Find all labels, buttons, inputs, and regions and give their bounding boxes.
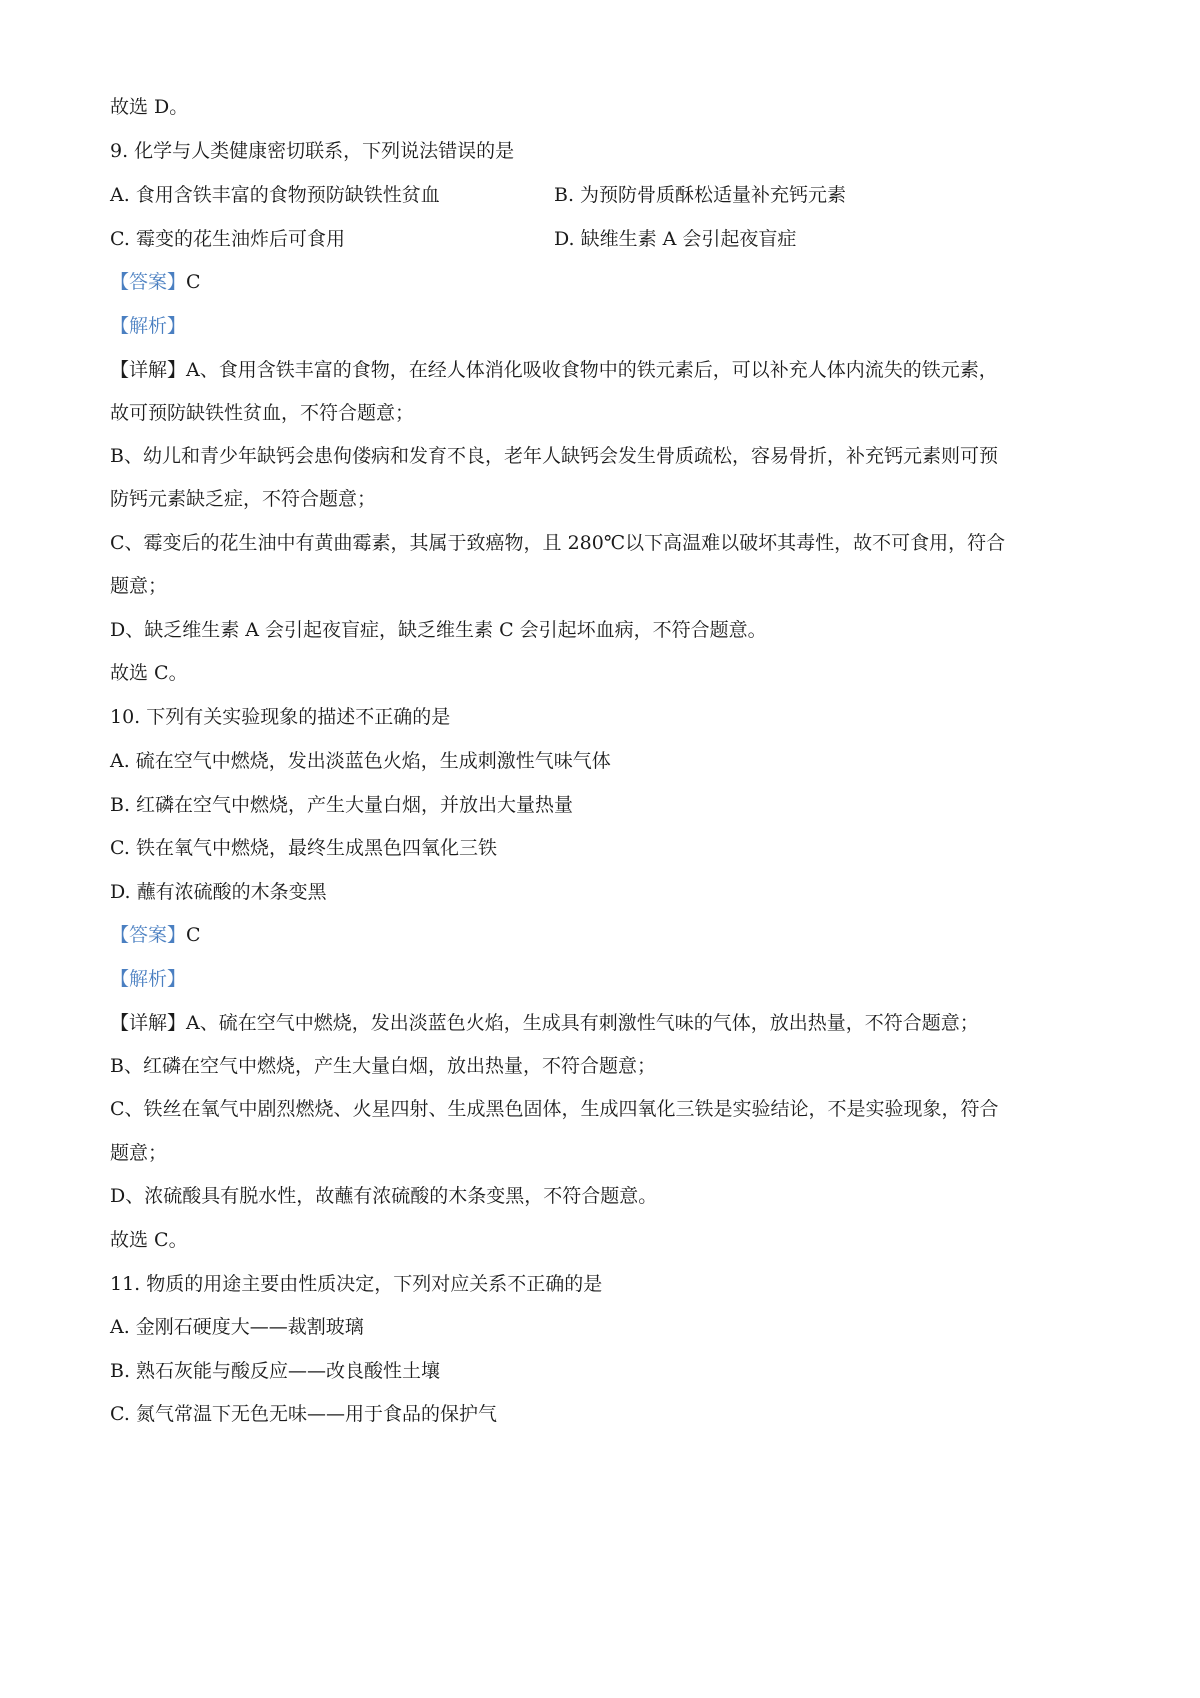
q9-detail-line-4: 防钙元素缺乏症，不符合题意；	[110, 488, 377, 510]
q10-analysis-tag: 【解析】	[110, 968, 187, 990]
q10-answer	[110, 922, 201, 948]
q10-stem: 10. 下列有关实验现象的描述不正确的是	[110, 706, 451, 728]
q9-detail-line-1: 【详解】A、食用含铁丰富的食物，在经人体消化吸收食物中的铁元素后，可以补充人体内流失的铁元素，	[110, 359, 998, 381]
q11-option-c: C. 氮气常温下无色无味——用于食品的保护气	[110, 1403, 497, 1425]
q9-option-d: D. 缺维生素 A 会引起夜盲症	[554, 228, 797, 250]
q11-stem: 11. 物质的用途主要由性质决定，下列对应关系不正确的是	[110, 1273, 603, 1295]
q10-option-c: C. 铁在氧气中燃烧，最终生成黑色四氧化三铁	[110, 837, 497, 859]
q9-option-b: B. 为预防骨质酥松适量补充钙元素	[554, 184, 847, 206]
answer-value: C	[186, 924, 201, 946]
q10-detail-line-4: 题意；	[110, 1142, 168, 1164]
q8-conclusion: 故选 D。	[110, 96, 189, 118]
q9-detail-line-6: 题意；	[110, 575, 168, 597]
q9-detail-line-3: B、幼儿和青少年缺钙会患佝偻病和发育不良，老年人缺钙会发生骨质疏松，容易骨折，补充钙元素则可预	[110, 445, 998, 467]
q10-option-a: A. 硫在空气中燃烧，发出淡蓝色火焰，生成刺激性气味气体	[110, 750, 611, 772]
answer-tag: 【答案】	[110, 924, 187, 946]
detail-tag: 【详解】	[110, 1012, 187, 1034]
detail-tag: 【详解】	[110, 359, 187, 381]
q10-option-d: D. 蘸有浓硫酸的木条变黑	[110, 881, 327, 903]
q10-detail-line-2: B、红磷在空气中燃烧，产生大量白烟，放出热量，不符合题意；	[110, 1055, 656, 1077]
answer-tag: 【答案】	[110, 271, 187, 293]
q9-detail-line-2: 故可预防缺铁性贫血，不符合题意；	[110, 402, 415, 424]
q10-detail-line-5: D、浓硫酸具有脱水性，故蘸有浓硫酸的木条变黑，不符合题意。	[110, 1185, 658, 1207]
q9-conclusion: 故选 C。	[110, 662, 188, 684]
q10-detail-line-1: 【详解】A、硫在空气中燃烧，发出淡蓝色火焰，生成具有刺激性气味的气体，放出热量，不符合题意；	[110, 1012, 979, 1034]
q11-option-b: B. 熟石灰能与酸反应——改良酸性土壤	[110, 1360, 441, 1382]
q9-stem: 9. 化学与人类健康密切联系，下列说法错误的是	[110, 140, 515, 162]
q10-conclusion: 故选 C。	[110, 1229, 188, 1251]
q9-option-a: A. 食用含铁丰富的食物预防缺铁性贫血	[110, 184, 440, 206]
q10-detail-line-3: C、铁丝在氧气中剧烈燃烧、火星四射、生成黑色固体，生成四氧化三铁是实验结论，不是实验现象，符合	[110, 1098, 999, 1120]
q9-detail-line-7: D、缺乏维生素 A 会引起夜盲症，缺乏维生素 C 会引起坏血病，不符合题意。	[110, 619, 767, 641]
q9-answer	[110, 269, 201, 295]
q11-option-a: A. 金刚石硬度大——裁割玻璃	[110, 1316, 364, 1338]
q9-detail-line-5: C、霉变后的花生油中有黄曲霉素，其属于致癌物，且 280℃以下高温难以破坏其毒性，故不可食用，符合	[110, 532, 1006, 554]
q10-option-b: B. 红磷在空气中燃烧，产生大量白烟，并放出大量热量	[110, 794, 574, 816]
answer-value: C	[186, 271, 201, 293]
q9-option-c: C. 霉变的花生油炸后可食用	[110, 228, 345, 250]
q9-analysis-tag: 【解析】	[110, 315, 187, 337]
